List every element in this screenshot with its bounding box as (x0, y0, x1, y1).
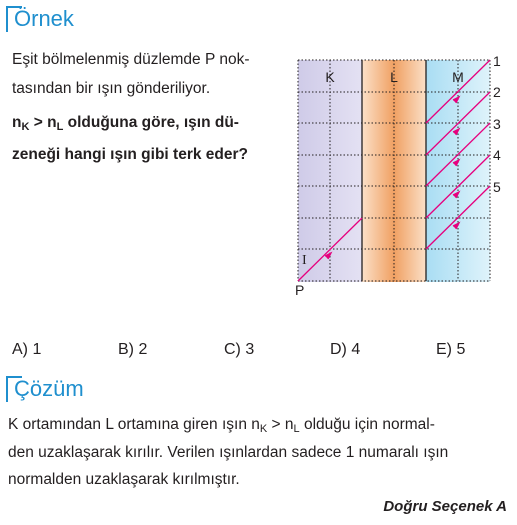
option-C[interactable]: C) 3 (224, 341, 255, 358)
solution-line-3: normalden uzaklaşarak kırılmıştır. (8, 471, 240, 488)
ray-label-1: 1 (493, 53, 501, 69)
region-label-K: K (325, 69, 335, 85)
solution-line-1: K ortamından L ortamına giren ışın $n_K > n_L$ olduğu için normal- (8, 416, 435, 435)
point-label-P: P (295, 282, 305, 298)
solution-line-2: den uzaklaşarak kırılır. Verilen ışınlardan sadece 1 numaralı ışın (8, 444, 449, 461)
header-corner-mark (6, 376, 8, 402)
question-line-2: tasından bir ışın gönderiliyor. (12, 80, 211, 97)
incident-ray-label: I (302, 253, 307, 268)
ray-label-2: 2 (493, 84, 501, 100)
option-A[interactable]: A) 1 (12, 341, 42, 358)
ray-label-5: 5 (493, 179, 501, 195)
question-line-4: zeneği hangi ışın gibi terk eder? (12, 146, 248, 163)
option-E[interactable]: E) 5 (436, 341, 466, 358)
region-label-M: M (452, 69, 464, 85)
answer-options (0, 341, 517, 363)
solution-title: Çözüm (14, 376, 84, 401)
refraction-diagram (288, 52, 508, 302)
ray-label-4: 4 (493, 147, 501, 163)
question-line-3: $n_K > n_L$ olduğuna göre, ışın dü- (12, 114, 239, 133)
correct-answer: Doğru Seçenek A (383, 498, 507, 515)
example-title: Örnek (14, 6, 74, 31)
option-D[interactable]: D) 4 (330, 341, 361, 358)
region-label-L: L (390, 69, 398, 85)
question-line-1: Eşit bölmelenmiş düzlemde P nok- (12, 51, 250, 68)
header-corner-mark (6, 6, 8, 32)
option-B[interactable]: B) 2 (118, 341, 148, 358)
ray-label-3: 3 (493, 116, 501, 132)
